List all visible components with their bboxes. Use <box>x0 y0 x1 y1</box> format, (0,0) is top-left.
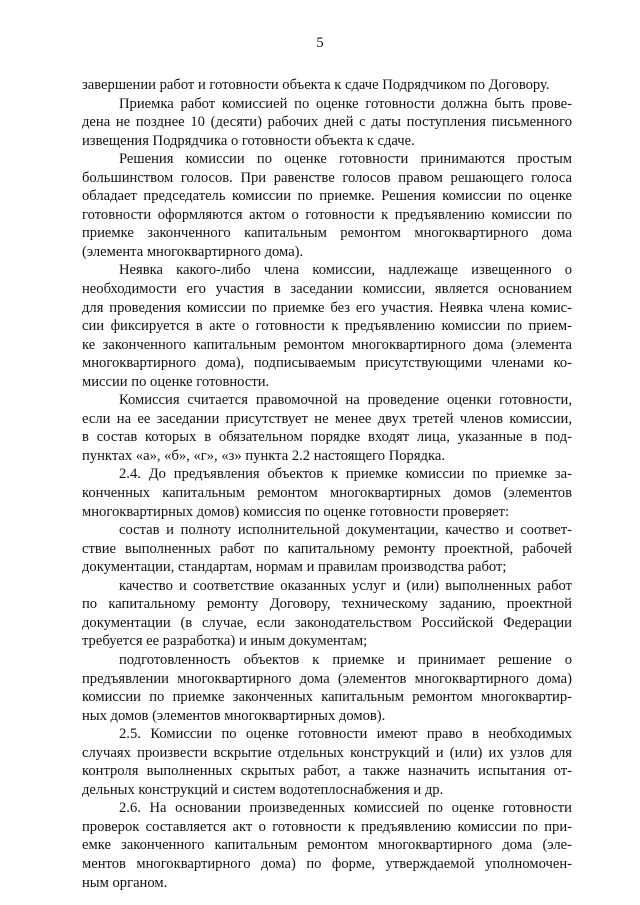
text-line: многоквартирного дома), подписываемым присутствующими членами ко- <box>82 355 572 372</box>
text-line: ным органом. <box>82 874 168 891</box>
text-line: миссии по оценке готовности. <box>82 373 270 390</box>
text-line: подготовленность объектов к приемке и принимает решение о <box>119 651 572 668</box>
text-line: большинством голосов. При равенстве голосов правом решающего голоса <box>82 169 572 186</box>
text-line: ке законченного капитальным ремонтом многоквартирного дома (элемента <box>82 336 572 353</box>
text-line: ментов многоквартирного дома) по форме, утверждаемой уполномочен- <box>82 855 572 872</box>
text-line: предъявлении многоквартирного дома (элементов многоквартирного дома) <box>82 670 572 687</box>
text-line: конченных капитальным ремонтом многоквартирных домов (элементов <box>82 485 572 502</box>
text-line: проверок составляется акт о готовности к предъявлению комиссии по при- <box>82 818 572 835</box>
paragraph <box>82 651 572 725</box>
text-line: обладает председатель комиссии по приемке. Решения комиссии по оценке <box>82 188 572 205</box>
paragraph <box>82 725 572 799</box>
paragraph <box>82 150 572 261</box>
paragraph <box>82 577 572 651</box>
text-line: по капитальному ремонту Договору, техническому заданию, проектной <box>82 596 572 613</box>
text-line: Комиссия считается правомочной на проведение оценки готовности, <box>119 392 572 409</box>
text-line: для проведения комиссии по приемке без его участия. Неявка члена комис- <box>82 299 572 316</box>
paragraph <box>82 95 572 151</box>
paragraph <box>82 261 572 391</box>
text-line: Приемка работ комиссией по оценке готовности должна быть прове- <box>119 95 572 112</box>
text-line: емке законченного капитальным ремонтом многоквартирного дома (эле- <box>82 837 572 854</box>
text-line: ных домов (элементов многоквартирных домов). <box>82 707 386 724</box>
text-line: 2.5. Комиссии по оценке готовности имеют право в необходимых <box>119 726 572 743</box>
text-line: контроля выполненных скрытых работ, а также назначить испытания от- <box>82 763 572 780</box>
text-line: документации (в случае, если законодательством Российской Федерации <box>82 614 572 631</box>
text-line: требуется ее разработка) и иным документам; <box>82 633 368 650</box>
text-line: многоквартирных домов) комиссия по оценке готовности проверяет: <box>82 503 510 520</box>
paragraph <box>82 521 572 577</box>
text-line: приемке законченного капитальным ремонтом многоквартирного дома <box>82 225 572 242</box>
text-line: состав и полноту исполнительной документации, качество и соответ- <box>119 522 572 539</box>
text-line: завершении работ и готовности объекта к сдаче Подрядчиком по Договору. <box>82 77 550 93</box>
text-line: дена не позднее 10 (десяти) рабочих дней с даты поступления письменного <box>82 114 572 131</box>
paragraph <box>82 391 572 465</box>
text-line: случаях произвести вскрытие отдельных конструкций и (или) их узлов для <box>82 744 572 761</box>
text-line: ствие выполненных работ по капитальному ремонту проектной, рабочей <box>82 540 572 557</box>
text-line: извещения Подрядчика о готовности объекта к сдаче. <box>82 132 415 149</box>
text-line: дельных конструкций и систем водотеплоснабжения и др. <box>82 781 444 798</box>
text-line: документации, стандартам, нормам и правилам производства работ; <box>82 559 507 576</box>
document-body <box>82 76 572 892</box>
text-line: качество и соответствие оказанных услуг и (или) выполненных работ <box>119 577 572 594</box>
text-line: 2.6. На основании произведенных комиссией по оценке готовности <box>119 800 572 817</box>
text-line: (элемента многоквартирного дома). <box>82 243 304 260</box>
text-line: готовности оформляются актом о готовности к предъявлению комиссии по <box>82 206 572 223</box>
text-line: комиссии по приемке законченных капитальным ремонтом многоквартир- <box>82 689 572 706</box>
text-line: сии фиксируется в акте о готовности к предъявлению комиссии по прием- <box>82 318 572 335</box>
text-line: необходимости его участия в заседании комиссии, является основанием <box>82 281 572 298</box>
paragraph <box>82 799 572 892</box>
page-number: 5 <box>316 35 324 51</box>
text-line: если на ее заседании присутствует не менее двух третей членов комиссии, <box>82 410 572 427</box>
text-line: пунктах «а», «б», «г», «з» пункта 2.2 настоящего Порядка. <box>82 447 445 464</box>
text-line: в состав которых в обязательном порядке входят лица, указанные в под- <box>82 429 572 446</box>
paragraph <box>82 465 572 521</box>
text-line: Неявка какого-либо члена комиссии, надлежаще извещенного о <box>119 262 572 279</box>
text-line: Решения комиссии по оценке готовности принимаются простым <box>119 151 572 168</box>
text-line: 2.4. До предъявления объектов к приемке комиссии по приемке за- <box>119 466 572 483</box>
paragraph <box>82 76 572 95</box>
